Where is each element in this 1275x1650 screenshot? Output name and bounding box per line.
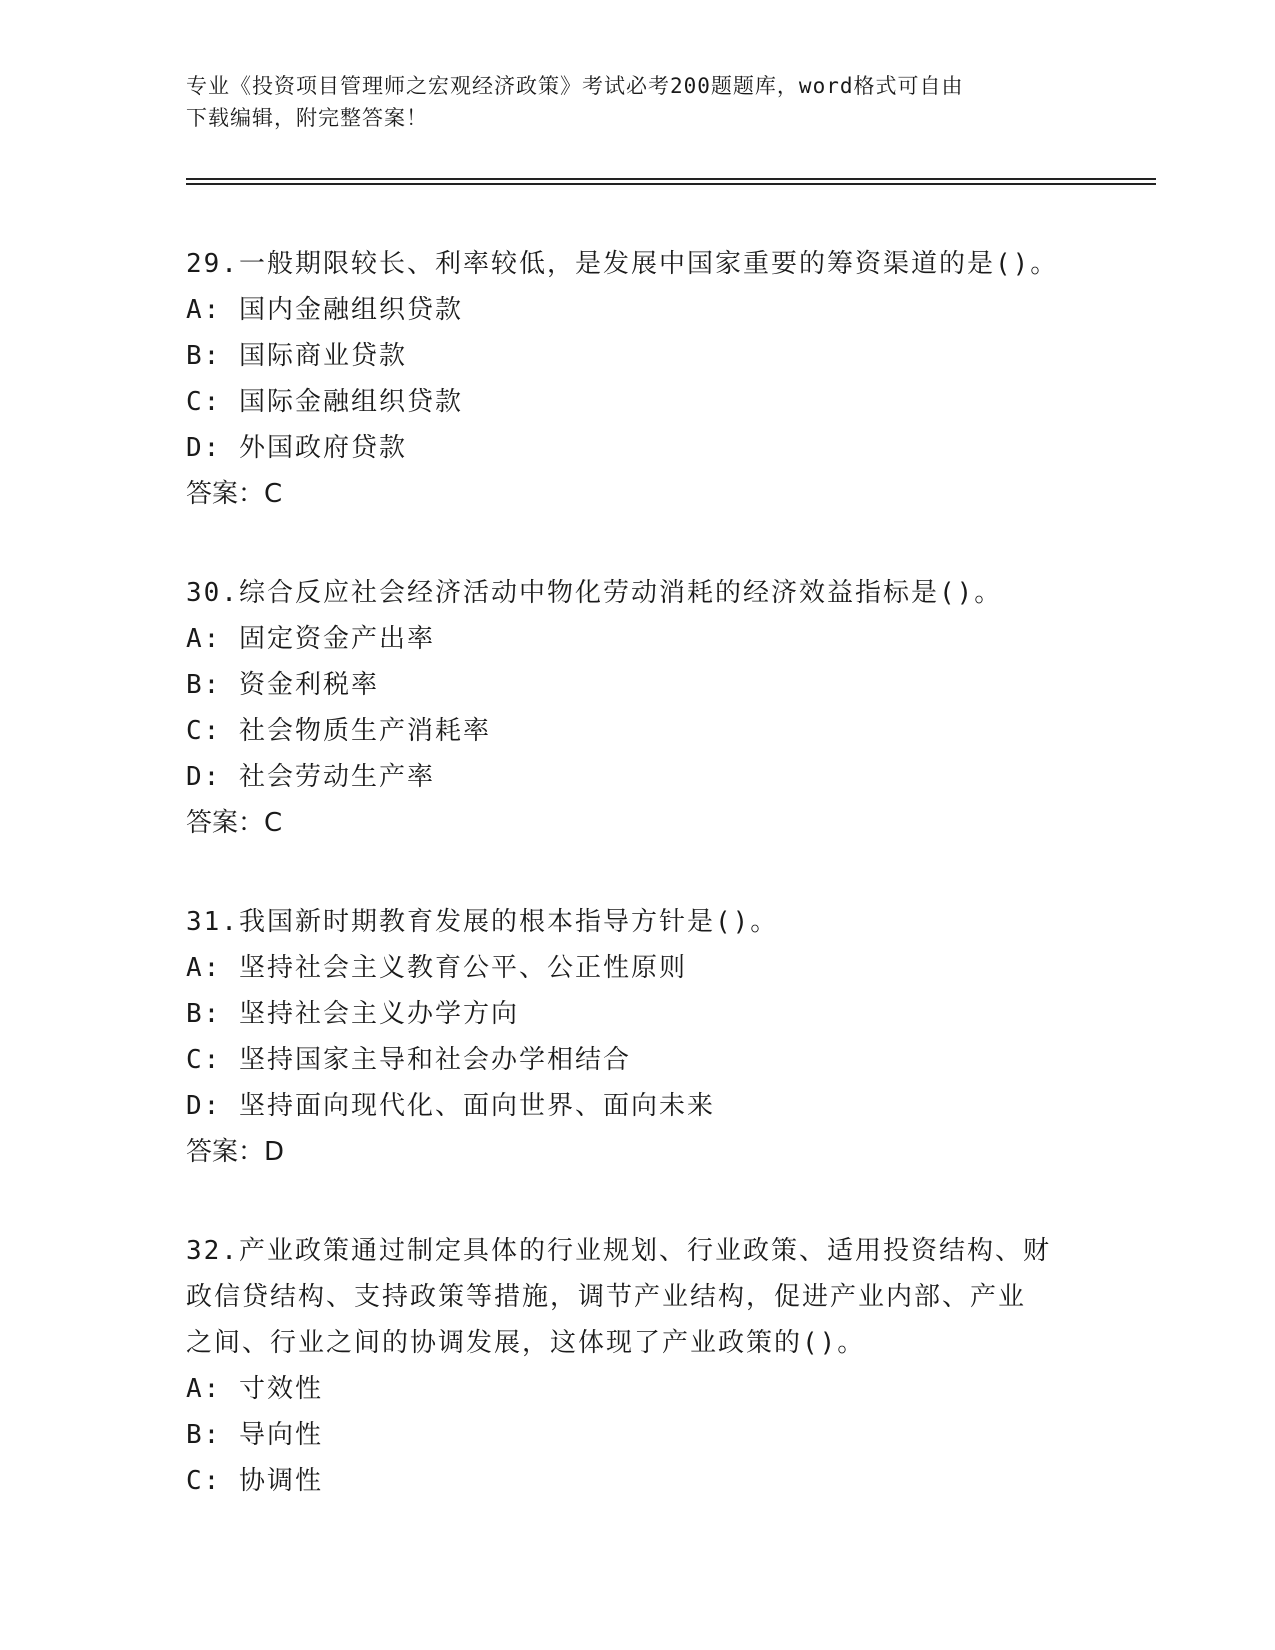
question-stem: 29.一般期限较长、利率较低，是发展中国家重要的筹资渠道的是()。 bbox=[186, 249, 1059, 279]
answer: 答案：D bbox=[186, 1137, 285, 1167]
header-line-2: 下载编辑，附完整答案！ bbox=[186, 106, 428, 130]
option-d: D: 坚持面向现代化、面向世界、面向未来 bbox=[186, 1091, 715, 1121]
question-stem: 30.综合反应社会经济活动中物化劳动消耗的经济效益指标是()。 bbox=[186, 578, 1003, 608]
divider-line-top bbox=[186, 178, 1156, 180]
option-b: B: 资金利税率 bbox=[186, 670, 379, 700]
option-c: C: 社会物质生产消耗率 bbox=[186, 716, 491, 746]
option-c: C: 国际金融组织贷款 bbox=[186, 387, 463, 417]
question-stem-line-1: 32.产业政策通过制定具体的行业规划、行业政策、适用投资结构、财 bbox=[186, 1236, 1051, 1266]
document-page bbox=[186, 70, 1156, 1504]
question-29 bbox=[186, 241, 1156, 517]
question-stem-line-3: 之间、行业之间的协调发展，这体现了产业政策的()。 bbox=[186, 1328, 866, 1358]
answer: 答案：C bbox=[186, 808, 283, 838]
option-c: C: 协调性 bbox=[186, 1466, 323, 1496]
question-stem-line-2: 政信贷结构、支持政策等措施，调节产业结构，促进产业内部、产业 bbox=[186, 1282, 1027, 1312]
option-b: B: 导向性 bbox=[186, 1420, 323, 1450]
question-list bbox=[186, 241, 1156, 1504]
option-c: C: 坚持国家主导和社会办学相结合 bbox=[186, 1045, 631, 1075]
answer: 答案：C bbox=[186, 479, 283, 509]
option-b: B: 坚持社会主义办学方向 bbox=[186, 999, 519, 1029]
question-31 bbox=[186, 899, 1156, 1175]
header-divider bbox=[186, 178, 1156, 185]
option-d: D: 社会劳动生产率 bbox=[186, 762, 435, 792]
option-a: A: 坚持社会主义教育公平、公正性原则 bbox=[186, 953, 687, 983]
divider-line-bottom bbox=[186, 183, 1156, 185]
question-32 bbox=[186, 1228, 1156, 1504]
option-b: B: 国际商业贷款 bbox=[186, 341, 407, 371]
option-a: A: 固定资金产出率 bbox=[186, 624, 435, 654]
option-a: A: 寸效性 bbox=[186, 1374, 323, 1404]
header-line-1: 专业《投资项目管理师之宏观经济政策》考试必考200题题库，word格式可自由 bbox=[186, 74, 964, 98]
question-stem: 31.我国新时期教育发展的根本指导方针是()。 bbox=[186, 907, 779, 937]
option-a: A: 国内金融组织贷款 bbox=[186, 295, 463, 325]
question-30 bbox=[186, 570, 1156, 846]
option-d: D: 外国政府贷款 bbox=[186, 433, 407, 463]
